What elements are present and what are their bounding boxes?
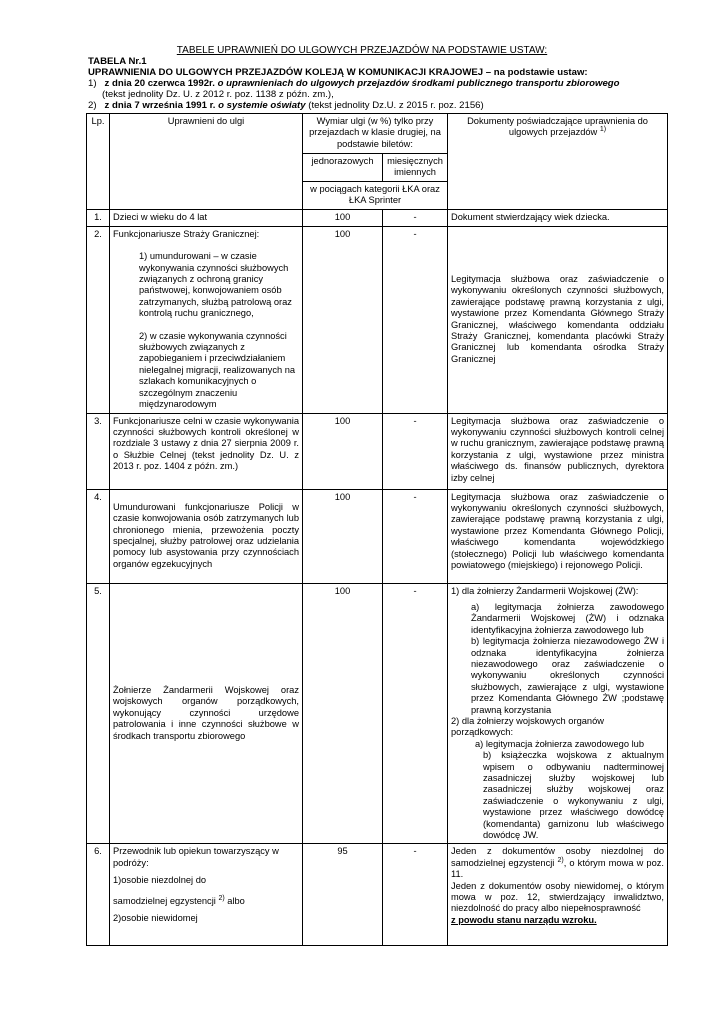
row-documents: Legitymacja służbowa oraz zaświadczenie o wykonywaniu czynności służbowych kontroli celnej w ruchu granicznym, zawierające podstawę prawną korzystania z ulgi, wystawione przez ministra właściwego ds. finansów publicznych, dyrektora izby celnej [448, 413, 668, 489]
row-documents: 1) dla żołnierzy Żandarmerii Wojskowej (ŻW): a) legitymacja żołnierza zawodowego Żandarmerii Wojskowej (ŻW) i odznaka identyfikacyjna żołnierza zawodowego lub b) legitymacja żołnierza niezawodowego ŻW i odznaka identyfikacyjna żołnierza niezawodowego oraz zaświadczenie o wykonywaniu określonych czynności służbowych, zawierające z ulgi, wystawione przez Komendanta Głównego ŻW ;podstawę prawną korzystania 2) dla żołnierzy wojskowych organów porządkowych: a) legitymacja żołnierza zawodowego lub b) książeczka wojskowa z aktualnym wpisem o odbywaniu nadterminowej zasadniczej służby wojskowej lub zasadniczej służby wojskowej oraz zaświadczenie o wykonywaniu z ulgi, wystawione przez właściwego dowódcę (komendanta) garnizonu lub właściwego dowódcę JW. [448, 583, 668, 844]
law-1-ref: (tekst jednolity Dz. U. z 2012 r. poz. 1138 z późn. zm.), [102, 89, 334, 100]
column-header-jednorazowych: jednorazowych [303, 154, 383, 182]
row-documents: Jeden z dokumentów osoby niezdolnej do samodzielnej egzystencji $^{2)}$, o którym mowa w poz. 11. Jeden z dokumentów osoby niewidomej, o którym mowa w poz. 12, stwierdzający inwalidztwo, niezdolność do pracy albo niepełnosprawność z powodu stanu narządu wzroku. [448, 844, 668, 946]
column-header-wymiar: Wymiar ulgi (w %) tylko przy przejazdach w klasie drugiej, na podstawie biletów: [303, 114, 448, 154]
row-description: Umundurowani funkcjonariusze Policji w czasie konwojowania osób zatrzymanych lub chronionego mienia, przewożenia poczty specjalnej, służby patrolowej oraz udzielania pomocy lub asystowania przy czynnościach organów egzekucyjnych [110, 489, 303, 583]
table-row [87, 209, 668, 226]
row-discount-monthly: - [383, 226, 448, 413]
row-number: 6. [87, 844, 110, 946]
table-row [87, 489, 668, 583]
row-documents: Dokument stwierdzający wiek dziecka. [448, 209, 668, 226]
row-discount-monthly: - [383, 209, 448, 226]
table-row [87, 413, 668, 489]
law-2: 2) z dnia 7 września 1991 r. o systemie oświaty (tekst jednolity Dz.U. z 2015 r. poz. 2156) [88, 100, 484, 111]
row-number: 3. [87, 413, 110, 489]
table-row [87, 226, 668, 413]
row-documents: Legitymacja służbowa oraz zaświadczenie o wykonywaniu określonych czynności służbowych, zawierające podstawę prawną korzystania z ulgi, wystawione przez Komendanta Głównego Policji, właściwego komendanta wojewódzkiego (stołecznego) Policji lub właściwego komendanta powiatowego (miejskiego) i rejonowego Policji. [448, 489, 668, 583]
section-heading: UPRAWNIENIA DO ULGOWYCH PRZEJAZDÓW KOLEJĄ W KOMUNIKACJI KRAJOWEJ – na podstawie ustaw: [88, 67, 588, 78]
column-header-lp: Lp. [87, 114, 110, 210]
row-number: 4. [87, 489, 110, 583]
row-number: 5. [87, 583, 110, 844]
row-description: Funkcjonariusze Straży Granicznej: 1) umundurowani – w czasie wykonywania czynności służbowych związanych z ochroną granicy państwowej, konwojowaniem osób zatrzymanych, służbą patrolową oraz kontrolą ruchu granicznego, 2) w czasie wykonywania czynności służbowych związanych z zapobieganiem i przeciwdziałaniem nielegalnej migracji, realizowanych na szlakach komunikacyjnych o szczególnym znaczeniu międzynarodowym [110, 226, 303, 413]
row-description: Dzieci w wieku do 4 lat [110, 209, 303, 226]
row-discount-single: 95 [303, 844, 383, 946]
row-description: Przewodnik lub opiekun towarzyszący w podróży: 1)osobie niezdolnej do samodzielnej egzystencji $^{2)}$ albo 2)osobie niewidomej [110, 844, 303, 946]
table-row [87, 844, 668, 946]
row-discount-single: 100 [303, 226, 383, 413]
law-1: 1) z dnia 20 czerwca 1992r. o uprawnieniach do ulgowych przejazdów środkami publicznego transportu zbiorowego [88, 78, 620, 89]
document-title: TABELE UPRAWNIEŃ DO ULGOWYCH PRZEJAZDÓW NA PODSTAWIE USTAW: [176, 45, 548, 56]
row-description: Żołnierze Żandarmerii Wojskowej oraz wojskowych organów porządkowych, wykonujący czynności urzędowe patrolowania i inne czynności służbowe w środkach transportu zbiorowego [110, 583, 303, 844]
row-discount-single: 100 [303, 489, 383, 583]
column-header-miesiecznych: miesięcznych imiennych [383, 154, 448, 182]
row-number: 1. [87, 209, 110, 226]
row-discount-single: 100 [303, 583, 383, 844]
table-label: TABELA Nr.1 [88, 56, 147, 67]
table-row [87, 583, 668, 844]
column-header-uprawnieni: Uprawnieni do ulgi [110, 114, 303, 210]
entitlements-table [86, 113, 668, 946]
row-number: 2. [87, 226, 110, 413]
column-header-dokumenty: Dokumenty poświadczające uprawnienia do ulgowych przejazdów $^{1)}$ [448, 114, 668, 210]
row-discount-monthly: - [383, 583, 448, 844]
row-description: Funkcjonariusze celni w czasie wykonywania czynności służbowych kontroli określonej w rozdziale 3 ustawy z dnia 27 sierpnia 2009 r. o Służbie Celnej (tekst jednolity Dz. U. z 2013 r. poz. 1404 z późn. zm.) [110, 413, 303, 489]
row-discount-monthly: - [383, 413, 448, 489]
row-discount-monthly: - [383, 489, 448, 583]
column-header-kategorii: w pociągach kategorii ŁKA oraz ŁKA Sprinter [303, 182, 448, 210]
table-header-row [87, 114, 668, 154]
row-discount-single: 100 [303, 209, 383, 226]
row-documents: Legitymacja służbowa oraz zaświadczenie o wykonywaniu określonych czynności służbowych, zawierające podstawę prawną korzystania z ulgi, wystawione przez Komendanta Głównego Straży Granicznej, właściwego komendanta oddziału Straży Granicznej, komendanta placówki Straży Granicznej lub komendanta ośrodka Straży Granicznej [448, 226, 668, 413]
row-discount-monthly: - [383, 844, 448, 946]
row-discount-single: 100 [303, 413, 383, 489]
